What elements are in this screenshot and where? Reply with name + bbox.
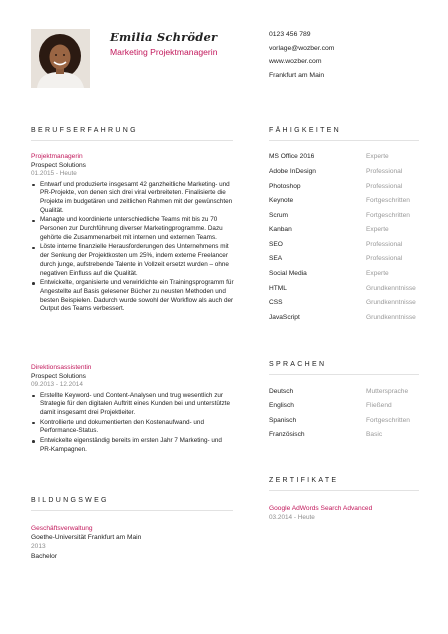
profile-photo xyxy=(31,29,90,88)
skill-level: Experte xyxy=(366,270,389,277)
section-title-experience: BERUFSERFAHRUNG xyxy=(31,127,138,134)
job-company: Prospect Solutions xyxy=(31,161,86,169)
experience-entry xyxy=(31,364,234,455)
certificate-title: Google AdWords Search Advanced xyxy=(269,505,373,512)
contact-website[interactable]: www.wozber.com xyxy=(269,58,322,65)
person-name: Emilia Schröder xyxy=(110,30,218,44)
contact-phone[interactable]: 0123 456 789 xyxy=(269,31,311,38)
job-bullet: Entwarf und produzierte insgesamt 42 ganzheitliche Marketing- und PR-Projekte, von denen sich drei viral verbreiteten. Finalisierte die Projekte im budgetären und zeitlichen Rahmen mit der gewünschten Qualität. xyxy=(31,181,234,216)
education-title: Geschäftsverwaltung xyxy=(31,525,93,532)
language-name: Französisch xyxy=(269,431,305,438)
skill-row xyxy=(269,168,419,178)
skill-name: Photoshop xyxy=(269,183,301,190)
education-degree: Bachelor xyxy=(31,552,58,560)
skill-level: Fortgeschritten xyxy=(366,212,410,219)
job-date: 09.2013 - 12.2014 xyxy=(31,381,83,388)
certificate-date: 03.2014 - Heute xyxy=(269,514,315,521)
skill-level: Professional xyxy=(366,168,403,175)
skill-name: JavaScript xyxy=(269,314,300,321)
skill-row xyxy=(269,314,419,324)
language-name: Deutsch xyxy=(269,388,294,395)
language-level: Basic xyxy=(366,431,383,438)
section-title-skills: FÄHIGKEITEN xyxy=(269,127,341,134)
language-level: Muttersprache xyxy=(366,388,409,395)
contact-city: Frankfurt am Main xyxy=(269,71,325,79)
job-date: 01.2015 - Heute xyxy=(31,170,77,177)
section-divider xyxy=(269,374,419,375)
skill-level: Grundkenntnisse xyxy=(366,314,416,321)
job-bullet: Löste interne finanzielle Herausforderungen des Unternehmens mit der Senkung der Projektkosten um 25%, indem externe Freelancer durch junge, aufstrebende Talente in Vollzeit ersetzt wurden – ohne negativen Einfluss auf die Qualität. xyxy=(31,243,234,278)
section-title-languages: SPRACHEN xyxy=(269,361,327,368)
skill-name: CSS xyxy=(269,299,283,306)
education-school: Goethe-Universität Frankfurt am Main xyxy=(31,534,142,542)
language-name: Englisch xyxy=(269,402,294,409)
language-row xyxy=(269,388,419,398)
language-row xyxy=(269,431,419,441)
skill-row xyxy=(269,153,419,163)
skill-row xyxy=(269,270,419,280)
job-title: Projektmanagerin xyxy=(31,153,83,160)
contact-block xyxy=(269,28,334,82)
skill-level: Experte xyxy=(366,153,389,160)
section-title-education: BILDUNGSWEG xyxy=(31,497,109,504)
language-row xyxy=(269,402,419,412)
education-year: 2013 xyxy=(31,543,46,551)
section-divider xyxy=(269,140,419,141)
job-company: Prospect Solutions xyxy=(31,372,86,380)
job-bullet: Erstellte Keyword- und Content-Analysen und trug wesentlich zur Strategie für den digitalen Auftritt eines Kunden bei und unterstützte damit insgesamt drei Projektleiter. xyxy=(31,392,234,418)
language-row xyxy=(269,417,419,427)
skill-level: Grundkenntnisse xyxy=(366,285,416,292)
skill-name: SEA xyxy=(269,255,283,262)
experience-entry xyxy=(31,153,234,315)
section-divider xyxy=(269,490,419,491)
job-bullet: Entwickelte, organisierte und verwirklichte ein Trainingsprogramm für Angestellte auf Basis gelesener Bücher zu neusten Methoden und besten Beispielen. Dadurch wurde sowohl der Workflow als auch der Output des Teams verbessert. xyxy=(31,279,234,314)
language-level: Fortgeschritten xyxy=(366,417,410,424)
job-bullet: Managte und koordinierte unterschiedliche Teams mit bis zu 70 Personen zur Durchführung diverser Marketingprogramme. Dazu gehörte die Zusammenarbeit mit internen und externen Teams. xyxy=(31,216,234,242)
skill-row xyxy=(269,226,419,236)
skill-level: Fortgeschritten xyxy=(366,197,410,204)
skill-level: Experte xyxy=(366,226,389,233)
skill-row xyxy=(269,285,419,295)
skill-level: Professional xyxy=(366,183,403,190)
skill-row xyxy=(269,255,419,265)
skill-name: SEO xyxy=(269,241,283,248)
skill-row xyxy=(269,212,419,222)
skill-row xyxy=(269,183,419,193)
language-level: Fließend xyxy=(366,402,392,409)
skill-name: Kanban xyxy=(269,226,292,233)
skill-name: Social Media xyxy=(269,270,307,277)
job-title: Direktionsassistentin xyxy=(31,364,92,371)
skill-name: MS Office 2016 xyxy=(269,153,315,160)
contact-email[interactable]: vorlage@wozber.com xyxy=(269,44,335,52)
skill-name: Scrum xyxy=(269,212,289,219)
skill-level: Professional xyxy=(366,241,403,248)
skill-level: Grundkenntnisse xyxy=(366,299,416,306)
skill-name: Keynote xyxy=(269,197,294,204)
education-entry xyxy=(31,524,231,561)
skill-row xyxy=(269,299,419,309)
job-bullet: Entwickelte eigenständig bereits im ersten Jahr 7 Marketing- und PR-Kampagnen. xyxy=(31,437,234,454)
skill-name: HTML xyxy=(269,285,287,292)
job-bullets xyxy=(31,392,234,455)
skill-name: Adobe InDesign xyxy=(269,168,316,175)
job-bullets xyxy=(31,181,234,315)
skill-row xyxy=(269,197,419,207)
job-role: Marketing Projektmanagerin xyxy=(110,47,218,57)
skill-level: Professional xyxy=(366,255,403,262)
job-bullet: Kontrollierte und dokumentierten den Kostenaufwand- und Performance-Status. xyxy=(31,419,234,436)
language-name: Spanisch xyxy=(269,417,297,424)
section-divider xyxy=(31,510,233,511)
section-title-certificates: ZERTIFIKATE xyxy=(269,477,339,484)
section-divider xyxy=(31,140,233,141)
skill-row xyxy=(269,241,419,251)
